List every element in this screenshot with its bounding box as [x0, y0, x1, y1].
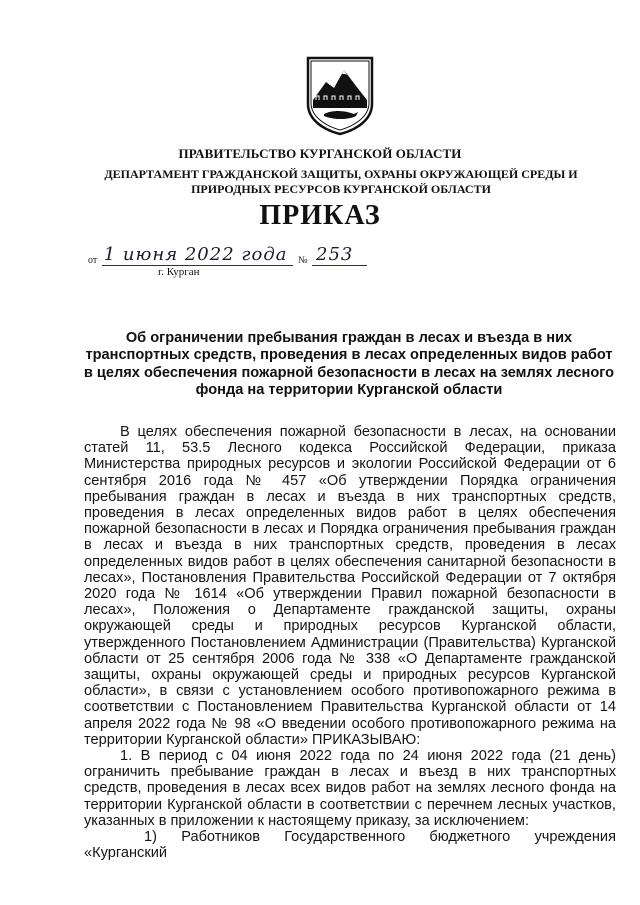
date-prefix: от [88, 255, 98, 266]
item-1-1-paragraph: 1) Работников Государственного бюджетного учреждения «Курганский [84, 829, 616, 862]
number-sign: № [297, 255, 308, 266]
order-number: 253 [312, 244, 367, 266]
item-1-paragraph: 1. В период с 04 июня 2022 года по 24 июня 2022 года (21 день) ограничить пребывание граждан в лесах и въезд в них транспортных средств, проведения в лесах всех видов работ на землях лесного фонда на территории Курганской области в соответствии с перечнем лесных участков, указанных в приложении к настоящему приказу, за исключением: [84, 748, 616, 829]
department-name: ДЕПАРТАМЕНТ ГРАЖДАНСКОЙ ЗАЩИТЫ, ОХРАНЫ ОКРУЖАЮЩЕЙ СРЕДЫ И ПРИРОДНЫХ РЕСУРСОВ КУРГАНСКОЙ ОБЛАСТИ [104, 167, 578, 196]
order-date-line [86, 244, 367, 266]
order-title: Об ограничении пребывания граждан в лесах и въезда в них транспортных средств, проведения в лесах определенных видов работ в целях обеспечения пожарной безопасности в лесах на землях лесного фонда на территории Курганской области [83, 330, 615, 399]
order-place: г. Курган [158, 266, 200, 278]
coat-of-arms-icon [304, 56, 376, 136]
preamble-paragraph: В целях обеспечения пожарной безопасности в лесах, на основании статей 11, 53.5 Лесного кодекса Российской Федерации, приказа Министерства природных ресурсов и экологии Российской Федерации от 6 сентября 2016 года № 457 «Об утверждении Порядка ограничения пребывания граждан в лесах и въезда в них транспортных средств, проведения в лесах определенных видов работ в целях обеспечения пожарной безопасности в лесах и Порядка ограничения пребывания граждан в лесах и въезда в них транспортных средств, проведения в лесах определенных видов работ в целях обеспечения санитарной безопасности в лесах», Постановления Правительства Российской Федерации от 7 октября 2020 года № 1614 «Об утверждении Правил пожарной безопасности в лесах», Положения о Департаменте гражданской защиты, охраны окружающей среды и природных ресурсов Курганской области, утвержденного Постановлением Администрации (Правительства) Курганской области от 25 сентября 2006 года № 338 «О Департаменте гражданской защиты, охраны окружающей среды и природных ресурсов Курганской области», в связи с установлением особого противопожарного режима в соответствии с Постановлением Правительства Курганской области от 14 апреля 2022 года № 98 «О введении особого противопожарного режима на территории Курганской области» ПРИКАЗЫВАЮ: [84, 424, 616, 748]
document-type: ПРИКАЗ [259, 200, 381, 231]
order-date: 1 июня 2022 года [102, 244, 294, 266]
order-body [84, 424, 616, 861]
government-name: ПРАВИТЕЛЬСТВО КУРГАНСКОЙ ОБЛАСТИ [178, 146, 462, 161]
